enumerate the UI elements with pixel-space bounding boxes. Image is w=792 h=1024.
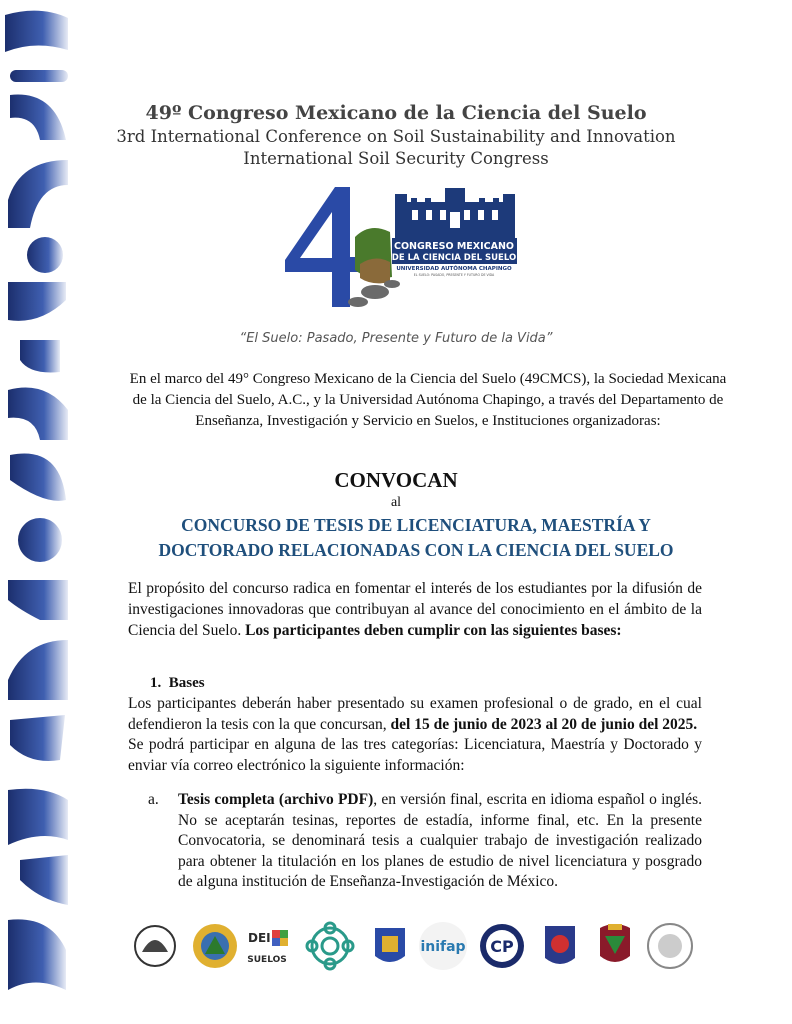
sponsor-logo-9 xyxy=(600,924,630,962)
sponsor-logo-1 xyxy=(135,926,175,966)
logo-number-four xyxy=(285,187,362,307)
list-item-bold: Tesis completa (archivo PDF) xyxy=(178,791,374,808)
congress-motto: “El Suelo: Pasado, Presente y Futuro de la Vida” xyxy=(239,331,553,346)
sponsor-logo-dei-suelos xyxy=(247,930,288,965)
sponsor-logo-10 xyxy=(648,924,692,968)
conference-subtitle: 3rd International Conference on Soil Sustainability and Innovation xyxy=(116,127,676,146)
purpose-text: El propósito del concurso radica en fomentar el interés de los estudiantes por la difusión de investigaciones innovadoras que contribuyan al avance del conocimiento en el ámbito de la Ciencia del Suelo. xyxy=(128,580,702,639)
stone-path xyxy=(348,280,400,307)
purpose-paragraph xyxy=(128,578,702,641)
convocan-heading: CONVOCAN xyxy=(334,468,458,492)
sponsor-logo-cp xyxy=(480,924,524,968)
sponsor-logo-4 xyxy=(307,923,353,969)
section-number: 1. xyxy=(150,675,162,691)
svg-text:SUELOS: SUELOS xyxy=(247,955,287,965)
bases-p1-text: Los participantes deberán haber presentado su examen profesional o de grado, en el cual defendieron la tesis con la que concursan, xyxy=(128,695,702,733)
congress-subtitle: International Soil Security Congress xyxy=(243,149,549,168)
bases-paragraph-1 xyxy=(128,694,702,735)
logo-subtitle: UNIVERSIDAD AUTÓNOMA CHAPINGO xyxy=(396,266,512,272)
svg-text:CP: CP xyxy=(490,937,514,956)
al-connector: al xyxy=(390,495,402,510)
section-title: Bases xyxy=(168,675,205,691)
sponsor-logo-2 xyxy=(193,924,237,968)
sponsor-logo-5 xyxy=(375,928,405,962)
contest-title xyxy=(120,513,712,563)
svg-text:DEI: DEI xyxy=(248,931,271,945)
congress-logo xyxy=(280,182,530,312)
logo-tagline: EL SUELO: PASADO, PRESENTE Y FUTURO DE VIDA xyxy=(413,273,495,277)
bases-p1-dates: del 15 de junio de 2023 al 20 de junio del 2025. xyxy=(390,715,698,733)
list-item-normal: , en versión final, escrita en idioma español o inglés. No se aceptarán tesinas, reportes de estadía, informe final, etc. En la presente Convocatoria, se denominará tesis a cualquier trabajo de investigación realizado para obtener la titulación en los planes de estudio de nivel licenciatura y posgrado de alguna institución de Enseñanza-Investigación de México. xyxy=(178,791,702,890)
section-bases-title xyxy=(150,675,205,692)
list-item-text xyxy=(178,790,702,893)
congress-title: 49º Congreso Mexicano de la Ciencia del Suelo xyxy=(145,102,647,124)
list-item-letter: a. xyxy=(148,791,159,808)
sponsor-logo-8 xyxy=(545,926,575,964)
intro-paragraph: En el marco del 49° Congreso Mexicano de la Ciencia del Suelo (49CMCS), la Sociedad Mexicana de la Ciencia del Suelo, A.C., y la Universidad Autónoma Chapingo, a través del Departamento de Enseñanza, Investigación y Servicio en Suelos, e Instituciones organizadoras: xyxy=(129,371,727,429)
contest-title-line2: DOCTORADO RELACIONADAS CON LA CIENCIA DEL SUELO xyxy=(158,540,674,560)
svg-text:inifap: inifap xyxy=(420,939,466,955)
bases-paragraphs xyxy=(128,694,702,776)
logo-title-line2: DE LA CIENCIA DEL SUELO xyxy=(391,253,517,263)
purpose-bold-text: Los participantes deben cumplir con las siguientes bases: xyxy=(245,622,622,639)
logo-title-line1: CONGRESO MEXICANO xyxy=(394,241,514,252)
contest-title-line1: CONCURSO DE TESIS DE LICENCIATURA, MAESTRÍA Y xyxy=(181,515,651,535)
bases-paragraph-2: Se podrá participar en alguna de las tres categorías: Licenciatura, Maestría y Doctorado y enviar vía correo electrónico la siguiente información: xyxy=(128,736,702,774)
sponsor-logo-inifap xyxy=(419,922,467,970)
sponsor-logos xyxy=(130,918,700,976)
